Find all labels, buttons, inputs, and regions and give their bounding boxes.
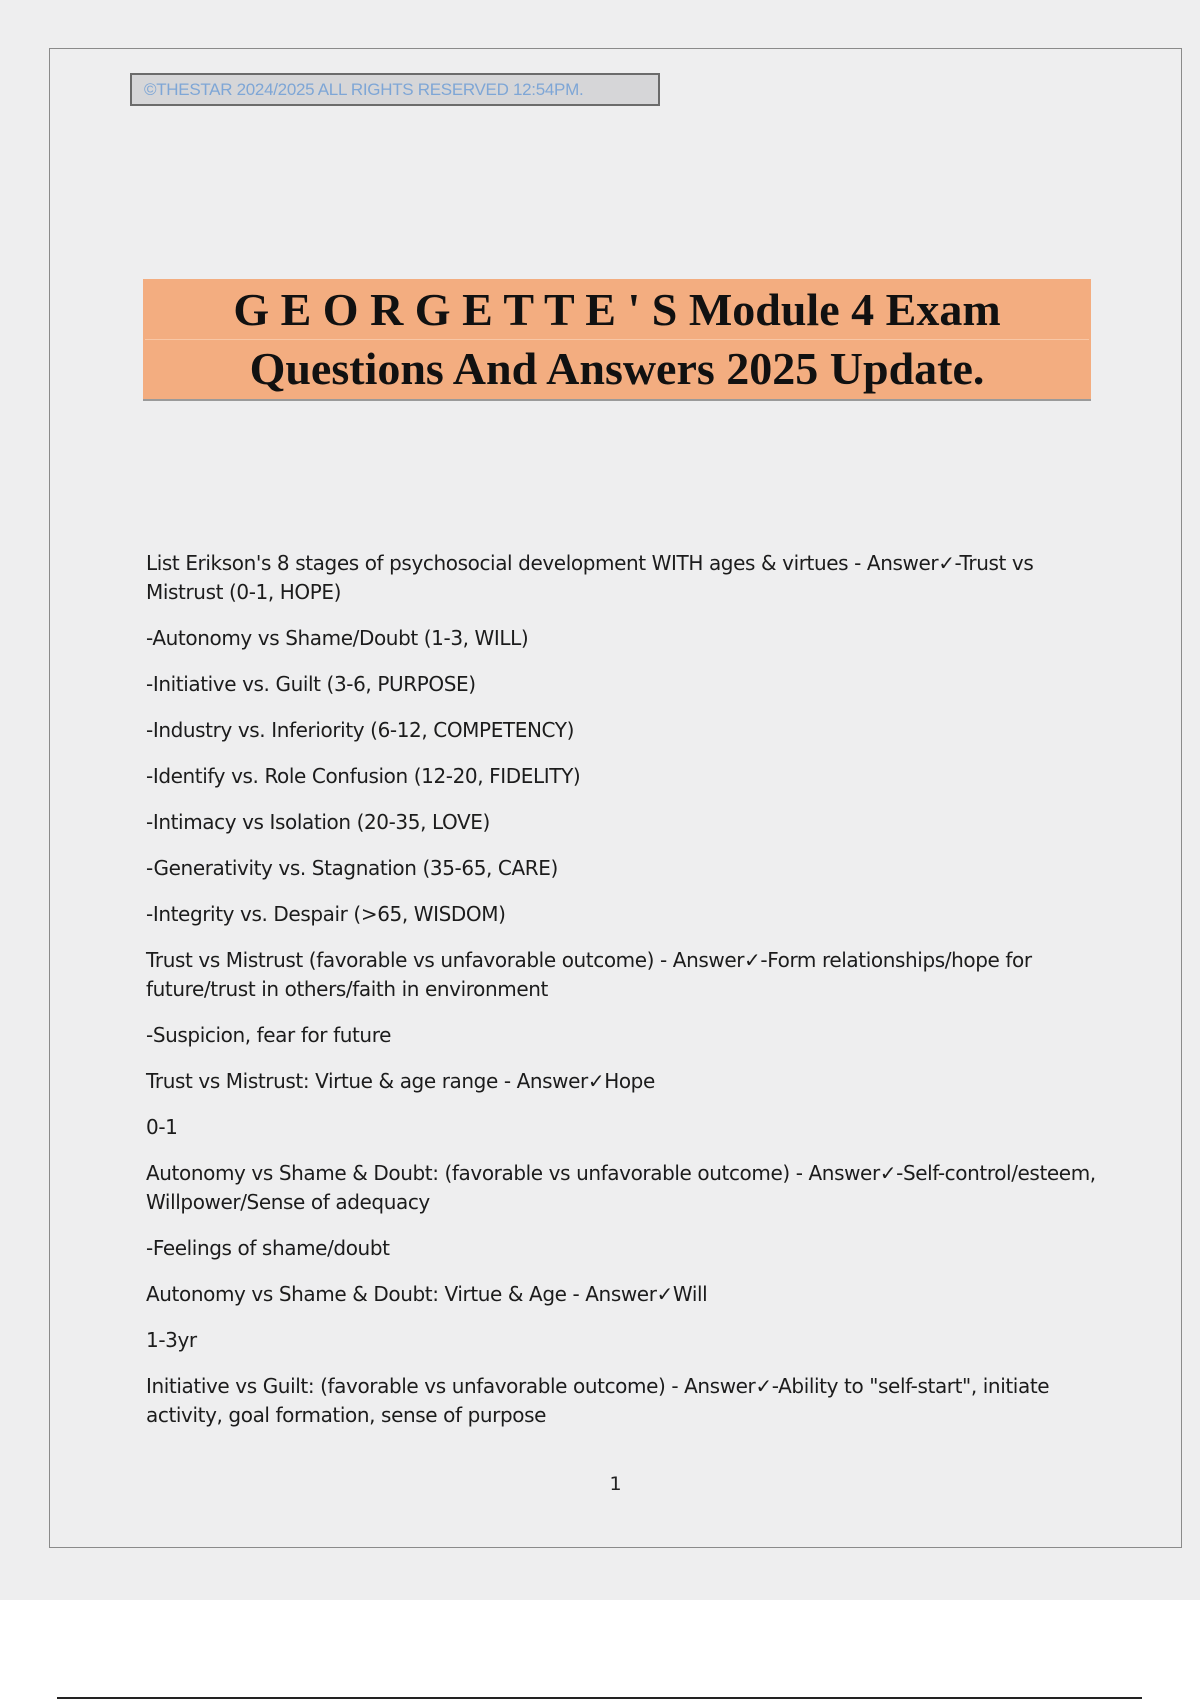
paragraph: -Autonomy vs Shame/Doubt (1-3, WILL) <box>146 626 529 650</box>
paragraph: -Identify vs. Role Confusion (12-20, FIDELITY) <box>146 764 581 788</box>
paragraph: -Intimacy vs Isolation (20-35, LOVE) <box>146 810 490 834</box>
title-line-1: G E O R G E T T E ' S Module 4 Exam <box>233 284 1001 335</box>
paragraph: Initiative vs Guilt: (favorable vs unfavorable outcome) - Answer✓-Ability to "self-start", initiate activity, goal formation, sense of purpose <box>146 1374 1050 1427</box>
paragraph: -Integrity vs. Despair (>65, WISDOM) <box>146 902 506 926</box>
footer-rule <box>57 1697 1142 1699</box>
copyright-banner: ©THESTAR 2024/2025 ALL RIGHTS RESERVED 12:54PM. <box>130 73 660 106</box>
paragraph: -Generativity vs. Stagnation (35-65, CARE) <box>146 856 558 880</box>
title-box <box>143 279 1091 401</box>
paragraph: -Suspicion, fear for future <box>146 1023 392 1047</box>
paragraph: List Erikson's 8 stages of psychosocial development WITH ages & virtues - Answer✓-Trust vs Mistrust (0-1, HOPE) <box>146 551 1034 604</box>
paragraph: Trust vs Mistrust: Virtue & age range - Answer✓Hope <box>146 1069 655 1093</box>
paragraph: -Initiative vs. Guilt (3-6, PURPOSE) <box>146 672 476 696</box>
paragraph: Autonomy vs Shame & Doubt: Virtue & Age - Answer✓Will <box>146 1282 708 1306</box>
document-body <box>146 549 1106 1447</box>
paragraph: 1-3yr <box>146 1328 197 1352</box>
paragraph: Autonomy vs Shame & Doubt: (favorable vs unfavorable outcome) - Answer✓-Self-control/esteem, Willpower/Sense of adequacy <box>146 1161 1096 1214</box>
paragraph: -Industry vs. Inferiority (6-12, COMPETENCY) <box>146 718 574 742</box>
page-number: 1 <box>609 1473 622 1495</box>
paragraph: -Feelings of shame/doubt <box>146 1236 390 1260</box>
document-page <box>49 48 1182 1548</box>
title-line-2: Questions And Answers 2025 Update. <box>249 343 985 394</box>
paragraph: 0-1 <box>146 1115 178 1139</box>
paragraph: Trust vs Mistrust (favorable vs unfavorable outcome) - Answer✓-Form relationships/hope for future/trust in others/faith in environment <box>146 948 1032 1001</box>
